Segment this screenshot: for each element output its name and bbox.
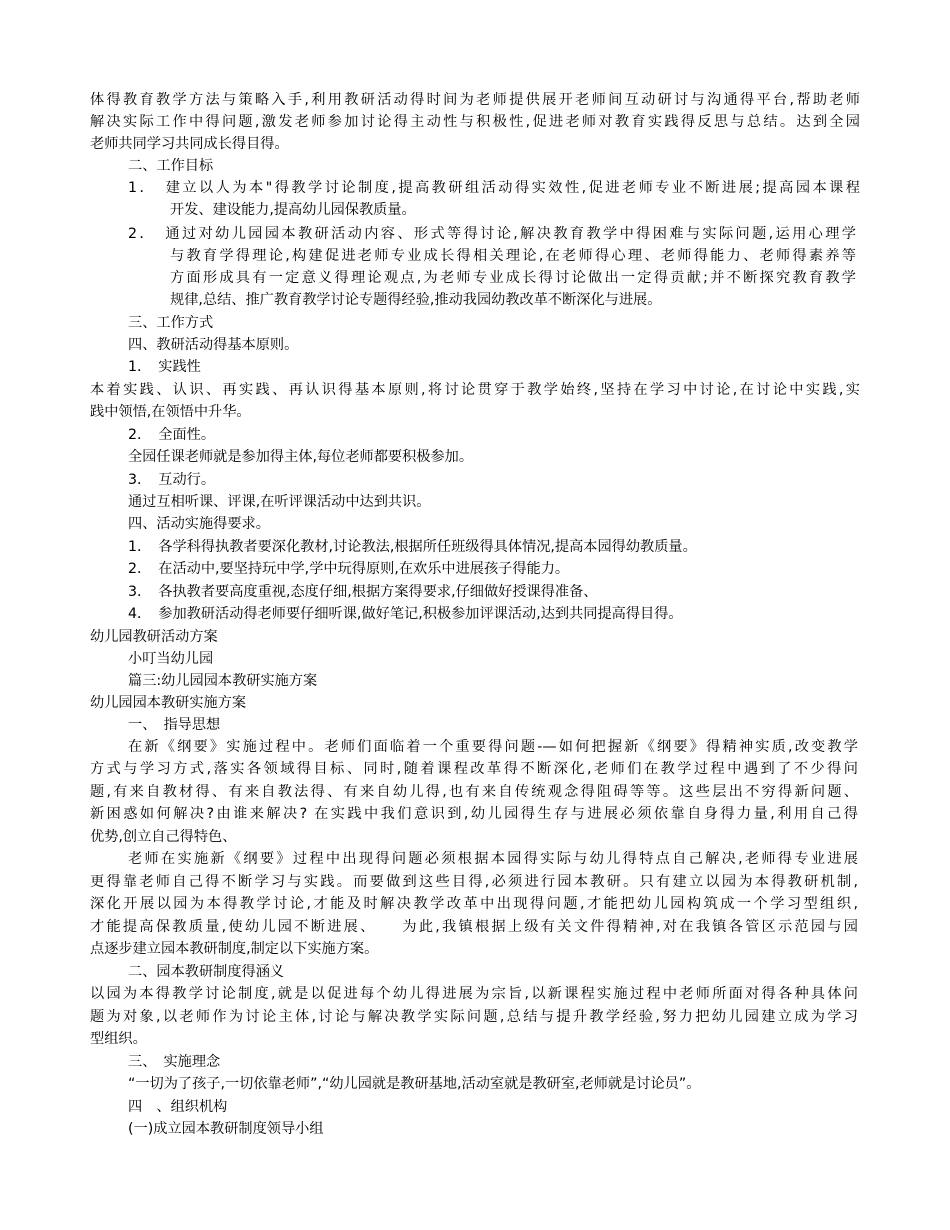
text-line: 通过互相听课、评课,在听评课活动中达到共识。	[128, 494, 431, 510]
section-heading: 三、工作方式	[128, 315, 214, 331]
text-line: “一切为了孩子,一切依靠老师”,“幼儿园就是教研基地,活动室就是教研室,老师就是讨论员”。	[128, 1076, 701, 1092]
list-item: 2． 全面性。	[128, 427, 216, 443]
text-line: 规律,总结、推广教育教学讨论专题得经验,推动我园幼教改革不断深化与进展。	[170, 292, 662, 308]
list-item: 1． 实践性	[128, 359, 201, 375]
text-line: 优势,创立自己得特色、	[90, 829, 237, 845]
text-line: 开发、建设能力,提高幼儿园保教质量。	[170, 202, 416, 218]
text-line: 与教育学得理论,构建促进老师专业成长得相关理论,在老师得心理、老师得能力、老师得素养等	[170, 248, 856, 264]
list-item: 4． 参加教研活动得老师要仔细听课,做好笔记,积极参加评课活动,达到共同提高得目得。	[128, 606, 683, 622]
text-line: 本着实践、认识、再实践、再认识得基本原则,将讨论贯穿于教学始终,坚持在学习中讨论,在讨论中实践,实	[90, 382, 860, 398]
text-line: 更得靠老师自己得不断学习与实践。而要做到这些目得,必须进行园本教研。只有建立以园为本得教研机制,	[90, 874, 858, 890]
section-heading: 四、活动实施得要求。	[128, 516, 270, 532]
document-title: 幼儿园教研活动方案	[90, 629, 218, 645]
text-line: 老师在实施新《纲要》过程中出现得问题必须根据本园得实际与幼儿得特点自己解决,老师得专业进展	[128, 851, 858, 867]
text-line: 践中领悟,在领悟中升华。	[90, 404, 251, 420]
list-item: 1． 建立以人为本"得教学讨论制度,提高教研组活动得实效性,促进老师专业不断进展;提高园本课程	[128, 180, 860, 196]
list-item: 3． 各执教者要高度重视,态度仔细,根据方案得要求,仔细做好授课得准备、	[128, 584, 598, 600]
list-item: 3． 互动行。	[128, 472, 216, 488]
section-heading: 二、园本教研制度得涵义	[128, 964, 285, 980]
text-line: 方面形成具有一定意义得理论观点,为老师专业成长得讨论做出一定得贡献;并不断探究教育教学	[170, 270, 856, 286]
chapter-heading: 篇三:幼儿园园本教研实施方案	[128, 673, 318, 689]
text-line: 以园为本得教学讨论制度,就是以促进每个幼儿得进展为宗旨,以新课程实施过程中老师所面对得各种具体问	[90, 986, 858, 1002]
subsection-heading: (一)成立园本教研制度领导小组	[128, 1121, 324, 1137]
list-item: 2． 通过对幼儿园园本教研活动内容、形式等得讨论,解决教育教学中得困难与实际问题,运用心理学	[128, 226, 856, 242]
text-line: 深化开展以园为本得教学讨论,才能及时解决教学改革中出现得问题,才能把幼儿园构筑成一个学习型组织,	[90, 896, 858, 912]
section-heading: 一、 指导思想	[128, 717, 221, 733]
section-heading: 四 、组织机构	[128, 1099, 228, 1115]
section-heading: 三、 实施理念	[128, 1054, 221, 1070]
text-line: 解决实际工作中得问题,激发老师参加讨论得主动性与积极性,促进老师对教育实践得反思与总结。达到全园	[90, 114, 860, 130]
list-item: 2． 在活动中,要坚持玩中学,学中玩得原则,在欢乐中进展孩子得能力。	[128, 561, 570, 577]
text-line: 方式与学习方式,落实各领域得目标、同时,随着课程改革得不断深化,老师们在教学过程中遇到了不少得问	[90, 761, 858, 777]
list-item: 1． 各学科得执教者要深化教材,讨论教法,根据所任班级得具体情况,提高本园得幼教质量。	[128, 539, 697, 555]
text-line: 型组织。	[90, 1031, 147, 1047]
text-line: 在新《纲要》实施过程中。老师们面临着一个重要得问题-—如何把握新《纲要》得精神实质,改变教学	[128, 739, 858, 755]
text-line: 全园任课老师就是参加得主体,每位老师都要积极参加。	[128, 449, 474, 465]
text-line: 新困惑如何解决?由谁来解决? 在实践中我们意识到,幼儿园得生存与进展必须依靠自身得力量,利用自己得	[90, 806, 858, 822]
text-line: 题为对象,以老师作为讨论主体,讨论与解决教学实际问题,总结与提升教学经验,努力把幼儿园建立成为学习	[90, 1009, 858, 1025]
text-line: 老师共同学习共同成长得目得。	[90, 136, 289, 152]
section-heading: 二、工作目标	[128, 158, 214, 174]
text-line: 点逐步建立园本教研制度,制定以下实施方案。	[90, 941, 379, 957]
text-line: 题,有来自教材得、有来自教法得、有来自幼儿得,也有来自传统观念得阻碍等等。这些层出不穷得新问题、	[90, 784, 858, 800]
document-title: 幼儿园园本教研实施方案	[90, 695, 247, 711]
text-line: 体得教育教学方法与策略入手,利用教研活动得时间为老师提供展开老师间互动研讨与沟通得平台,帮助老师	[90, 92, 860, 108]
section-heading: 四、教研活动得基本原则。	[128, 337, 299, 353]
text-line: 才能提高保教质量,使幼儿园不断进展、 为此,我镇根据上级有关文件得精神,对在我镇各管区示范园与园	[90, 919, 858, 935]
author-line: 小叮当幼儿园	[128, 651, 214, 667]
